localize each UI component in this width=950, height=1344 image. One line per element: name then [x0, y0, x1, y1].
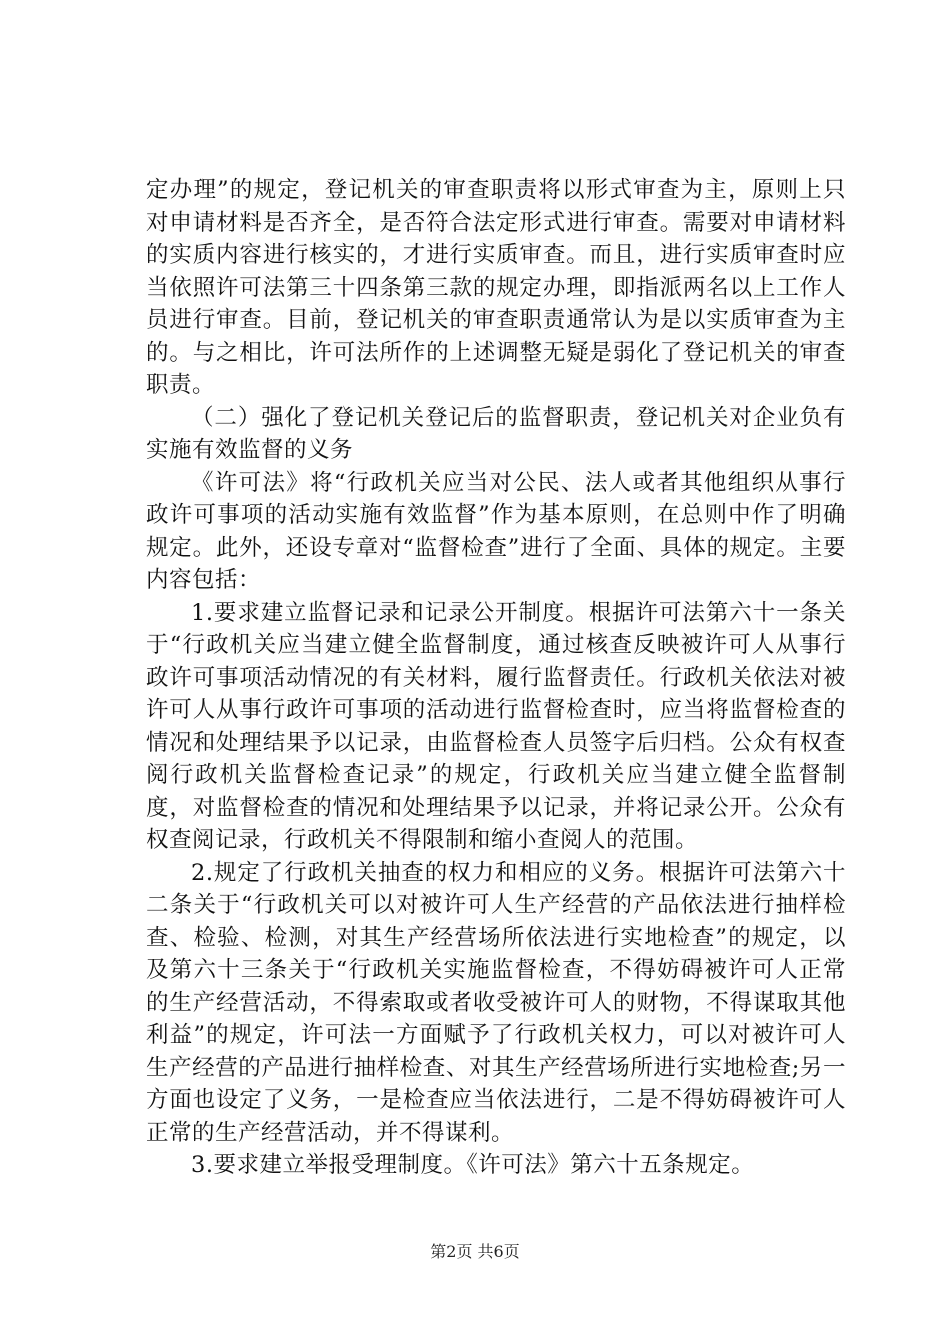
list-item-report-system: 3.要求建立举报受理制度。《许可法》第六十五条规定。: [191, 1152, 755, 1178]
list-item-inspection-powers: 2.规定了行政机关抽查的权力和相应的义务。根据许可法第六十二条关于“行政机关可以对被许可人生产经营的产品依法进行抽样检查、检验、检测，对其生产经营场所依法进行实地检查”的规定，以及第六十三条关于“行政机关实施监督检查，不得妨碍被许可人正常的生产经营活动，不得索取或者收受被许可人的财物，不得谋取其他利益”的规定，许可法一方面赋予了行政机关权力，可以对被许可人生产经营的产品进行抽样检查、对其生产经营场所进行实地检查;另一方面也设定了义务，一是检查应当依法进行，二是不得妨碍被许可人正常的生产经营活动，并不得谋利。: [146, 859, 846, 1146]
list-item-supervision-records: 1.要求建立监督记录和记录公开制度。根据许可法第六十一条关于“行政机关应当建立健全监督制度，通过核查反映被许可人从事行政许可事项活动情况的有关材料，履行监督责任。行政机关依法对被许可人从事行政许可事项的活动进行监督检查时，应当将监督检查的情况和处理结果予以记录，由监督检查人员签字后归档。公众有权查阅行政机关监督检查记录”的规定，行政机关应当建立健全监督制度，对监督检查的情况和处理结果予以记录，并将记录公开。公众有权查阅记录，行政机关不得限制和缩小查阅人的范围。: [146, 599, 846, 853]
document-body: [146, 174, 846, 1182]
paragraph-licensing-law-principles: 《许可法》将“行政机关应当对公民、法人或者其他组织从事行政许可事项的活动实施有效监督”作为基本原则，在总则中作了明确规定。此外，还设专章对“监督检查”进行了全面、具体的规定。主要内容包括：: [146, 469, 846, 593]
section-heading-supervision: （二）强化了登记机关登记后的监督职责，登记机关对企业负有实施有效监督的义务: [146, 404, 846, 463]
page-number-footer: 第2页 共6页: [430, 1242, 520, 1261]
paragraph-review-duties: 定办理”的规定，登记机关的审查职责将以形式审查为主，原则上只对申请材料是否齐全，是否符合法定形式进行审查。需要对申请材料的实质内容进行核实的，才进行实质审查。而且，进行实质审查时应当依照许可法第三十四条第三款的规定办理，即指派两名以上工作人员进行审查。目前，登记机关的审查职责通常认为是以实质审查为主的。与之相比，许可法所作的上述调整无疑是弱化了登记机关的审查职责。: [146, 177, 846, 398]
